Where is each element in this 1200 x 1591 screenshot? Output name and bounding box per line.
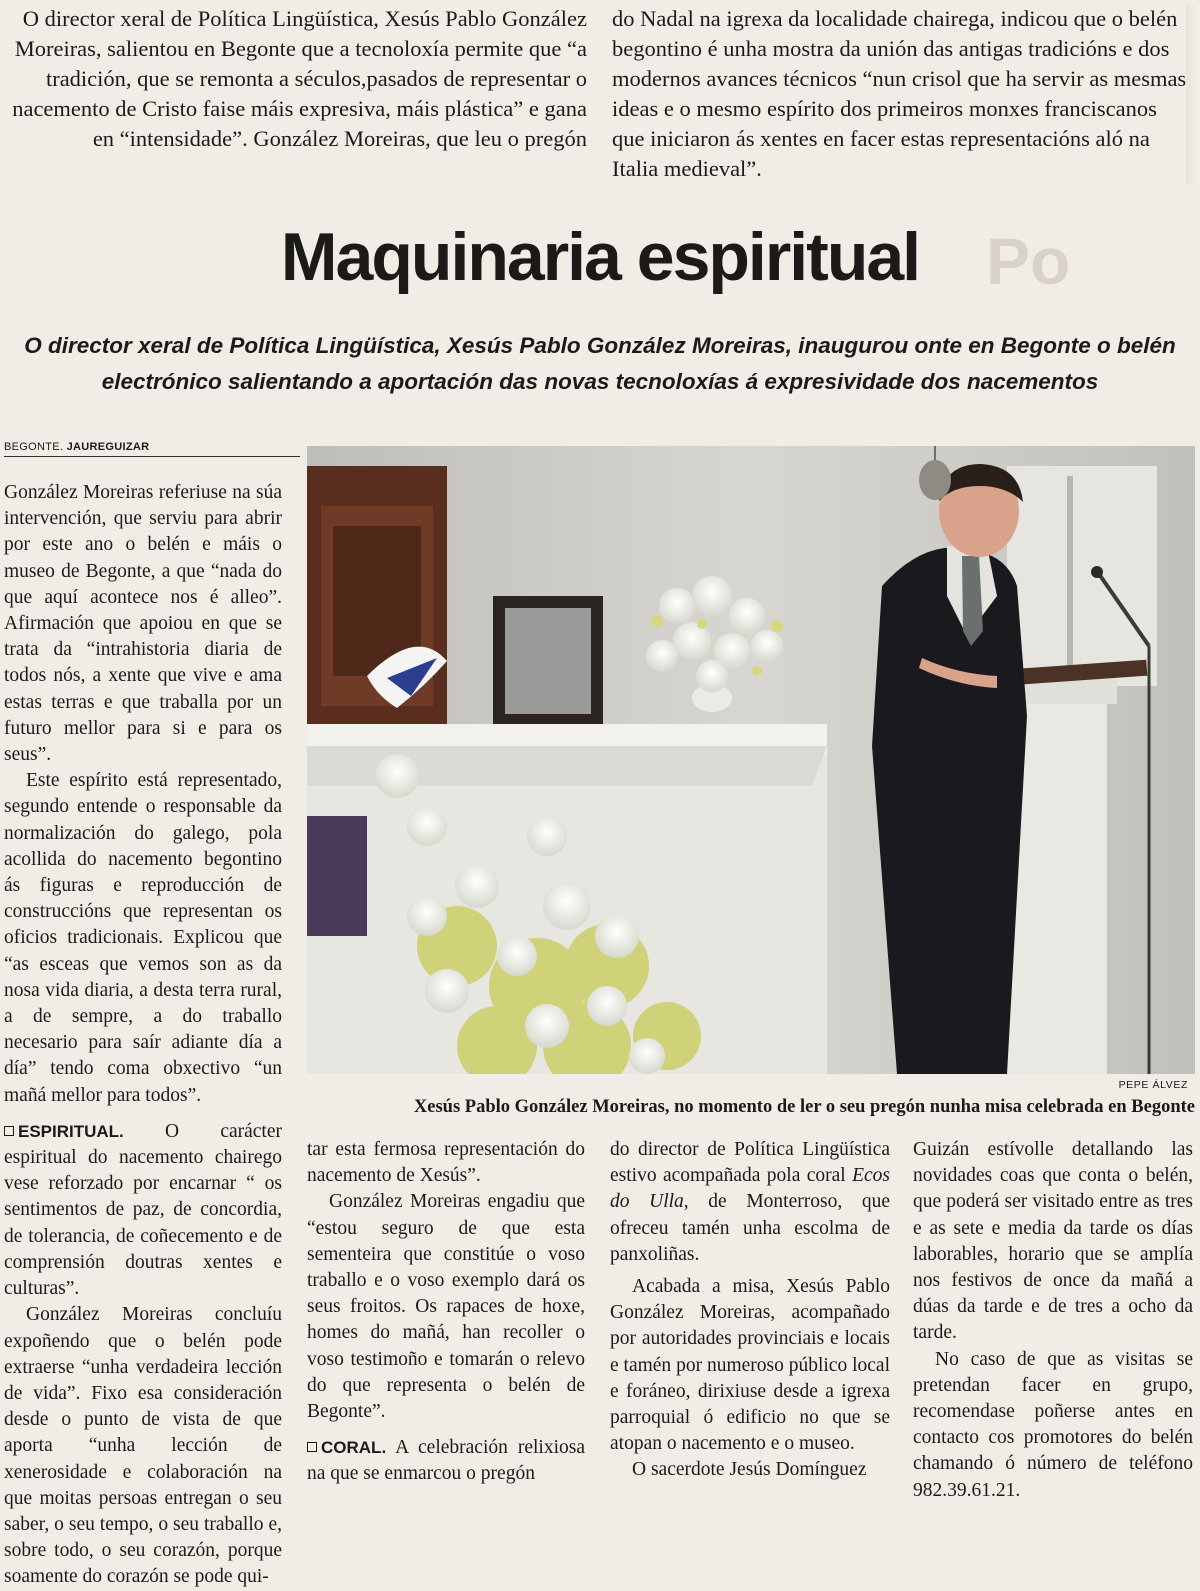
article-paragraph: Acabada a misa, Xesús Pablo González Moreiras, acompañado por autoridades provinciais e locais e tamén por numeroso público local e foráneo, dirixiuse desde a igrexa parroquial ó edificio no que se atopan o nacemento e o museo. <box>610 1276 890 1455</box>
article-paragraph <box>307 1435 585 1487</box>
previous-article-paragraph: do Nadal na igrexa da localidade chairega, indicou que o belén begontino é unha mostra da unión das antigas tradicións e dos modernos avances técnicos “nun crisol que ha servir as mesmas ideas e o mesmo espírito dos primeiros monxes franciscanos que iniciaron ás xentes en facer estas representacións aló na Italia medieval”. <box>612 6 1187 181</box>
article-paragraph-text: A celebración relixiosa na que se enmarcou o pregón <box>307 1437 585 1485</box>
article-paragraph-text: O carácter espiritual do nacemento chairego vese reforzado por encarnar “ os sentimentos de paz, de concordia, de tolerancia, de coñecemento e de comprensión doutras xentes e culturas”. <box>4 1120 282 1300</box>
article-paragraph: González Moreiras concluíu expoñendo que o belén pode extraerse “unha verdadeira lección de vida”. Fixo esa consideración desde o punto de vista de que aporta “unha lección de xenerosidade e colaboración na que moitas persoas entregan o seu saber, o seu tempo, o seu traballo e, sobre todo, o seu corazón, porque soamente do corazón se pode qui- <box>4 1304 282 1588</box>
article-paragraph-text: , de Monterroso, que ofreceu tamén unha escolma de panxoliñas. <box>610 1191 890 1265</box>
article-paragraph <box>4 1119 282 1302</box>
article-paragraph <box>610 1137 890 1268</box>
adjacent-page-bleed <box>1186 4 1200 184</box>
article-paragraph-text: do director de Política Lingüística estivo acompañada pola coral <box>610 1139 890 1187</box>
article-paragraph: No caso de que as visitas se pretendan facer en grupo, recomendase poñerse antes en contacto cos promotores do belén chamando ó número de teléfono 982.39.61.21. <box>913 1348 1193 1501</box>
article-paragraph: tar esta fermosa representación do nacemento de Xesús”. <box>307 1139 585 1187</box>
article-paragraph: Este espírito está representado, segundo entende o responsable da normalización do galego, pola acollida do nacemento begontino ás figuras e reproducción de construccións que representan os oficios tradicionais. Explicou que “as esceas que vemos son as da nosa vida diaria, a desta terra rural, a de sempre, a do traballo necesario para saír adiante día a día” tendo coma obxectivo “un mañá mellor para todos”. <box>4 770 282 1106</box>
square-bullet-icon <box>307 1442 317 1452</box>
show-through-text: Po <box>986 224 1071 298</box>
deck-subtitle: O director xeral de Política Lingüística, Xesús Pablo González Moreiras, inaugurou onte en Begonte o belén electrónico salientando a aportación das novas tecnoloxías á expresividade dos nacementos <box>24 333 1176 394</box>
photo-credit: PEPE ÁLVEZ <box>1118 1079 1188 1091</box>
photo-caption: Xesús Pablo González Moreiras, no momento de ler o seu pregón nunha misa celebrada en Begonte <box>413 1097 1195 1117</box>
article-paragraph: González Moreiras engadiu que “estou seguro de que esta sementeira que constitúe o voso traballo e o voso exemplo dará os seus froitos. Os rapaces de hoxe, homes do mañá, han recoller o voso testimoño e tomarán o relevo do que representa o belén de Begonte”. <box>307 1191 585 1423</box>
choir-name: Ecos do Ulla <box>610 1165 890 1213</box>
byline-place: BEGONTE. <box>4 441 64 453</box>
article-column-2 <box>307 1137 585 1488</box>
headline: Maquinaria espiritual <box>280 219 920 295</box>
square-bullet-icon <box>4 1126 14 1136</box>
previous-article-column-2 <box>612 4 1190 184</box>
article-column-4 <box>913 1137 1193 1504</box>
article-column-1 <box>4 480 282 1591</box>
subhead: ESPIRITUAL. <box>18 1121 124 1141</box>
previous-article-paragraph: O director xeral de Política Lingüística, Xesús Pablo González Moreiras, salientou en Begonte que a tecnoloxía permite que “a tradición, que se remonta a séculos,pasados de representar o nacemento de Cristo faise máis expresiva, máis plástica” e gana en “intensidade”. González Moreiras, que leu o pregón <box>12 6 587 151</box>
subhead: CORAL. <box>321 1438 387 1458</box>
previous-article-column-1 <box>4 4 587 154</box>
photo-illustration <box>307 446 1195 1074</box>
article-photo <box>307 446 1195 1074</box>
previous-article-text <box>0 4 1200 184</box>
article-paragraph: González Moreiras referiuse na súa intervención, que serviu para abrir por este ano o belén e máis o museo de Begonte, a que “nada do que aquí acontece nos é alleo”. Afirmación que apoiou en que se trata da “intrahistoria diaria de todos nós, a xente que vive e ama estas terras e que traballa por un futuro mellor para si e para os seus”. <box>4 482 282 766</box>
article-paragraph: O sacerdote Jesús Domínguez <box>632 1459 867 1481</box>
byline <box>4 440 300 457</box>
article-paragraph: Guizán estívolle detallando las novidades coas que conta o belén, que poderá ser visitado entre as tres e as sete e media da tarde os días laborables, horario que se amplía nos festivos de once da mañá a dúas da tarde e de tres a ocho da tarde. <box>913 1139 1193 1344</box>
article-column-3 <box>610 1137 890 1484</box>
byline-author: JAUREGUIZAR <box>66 441 150 453</box>
